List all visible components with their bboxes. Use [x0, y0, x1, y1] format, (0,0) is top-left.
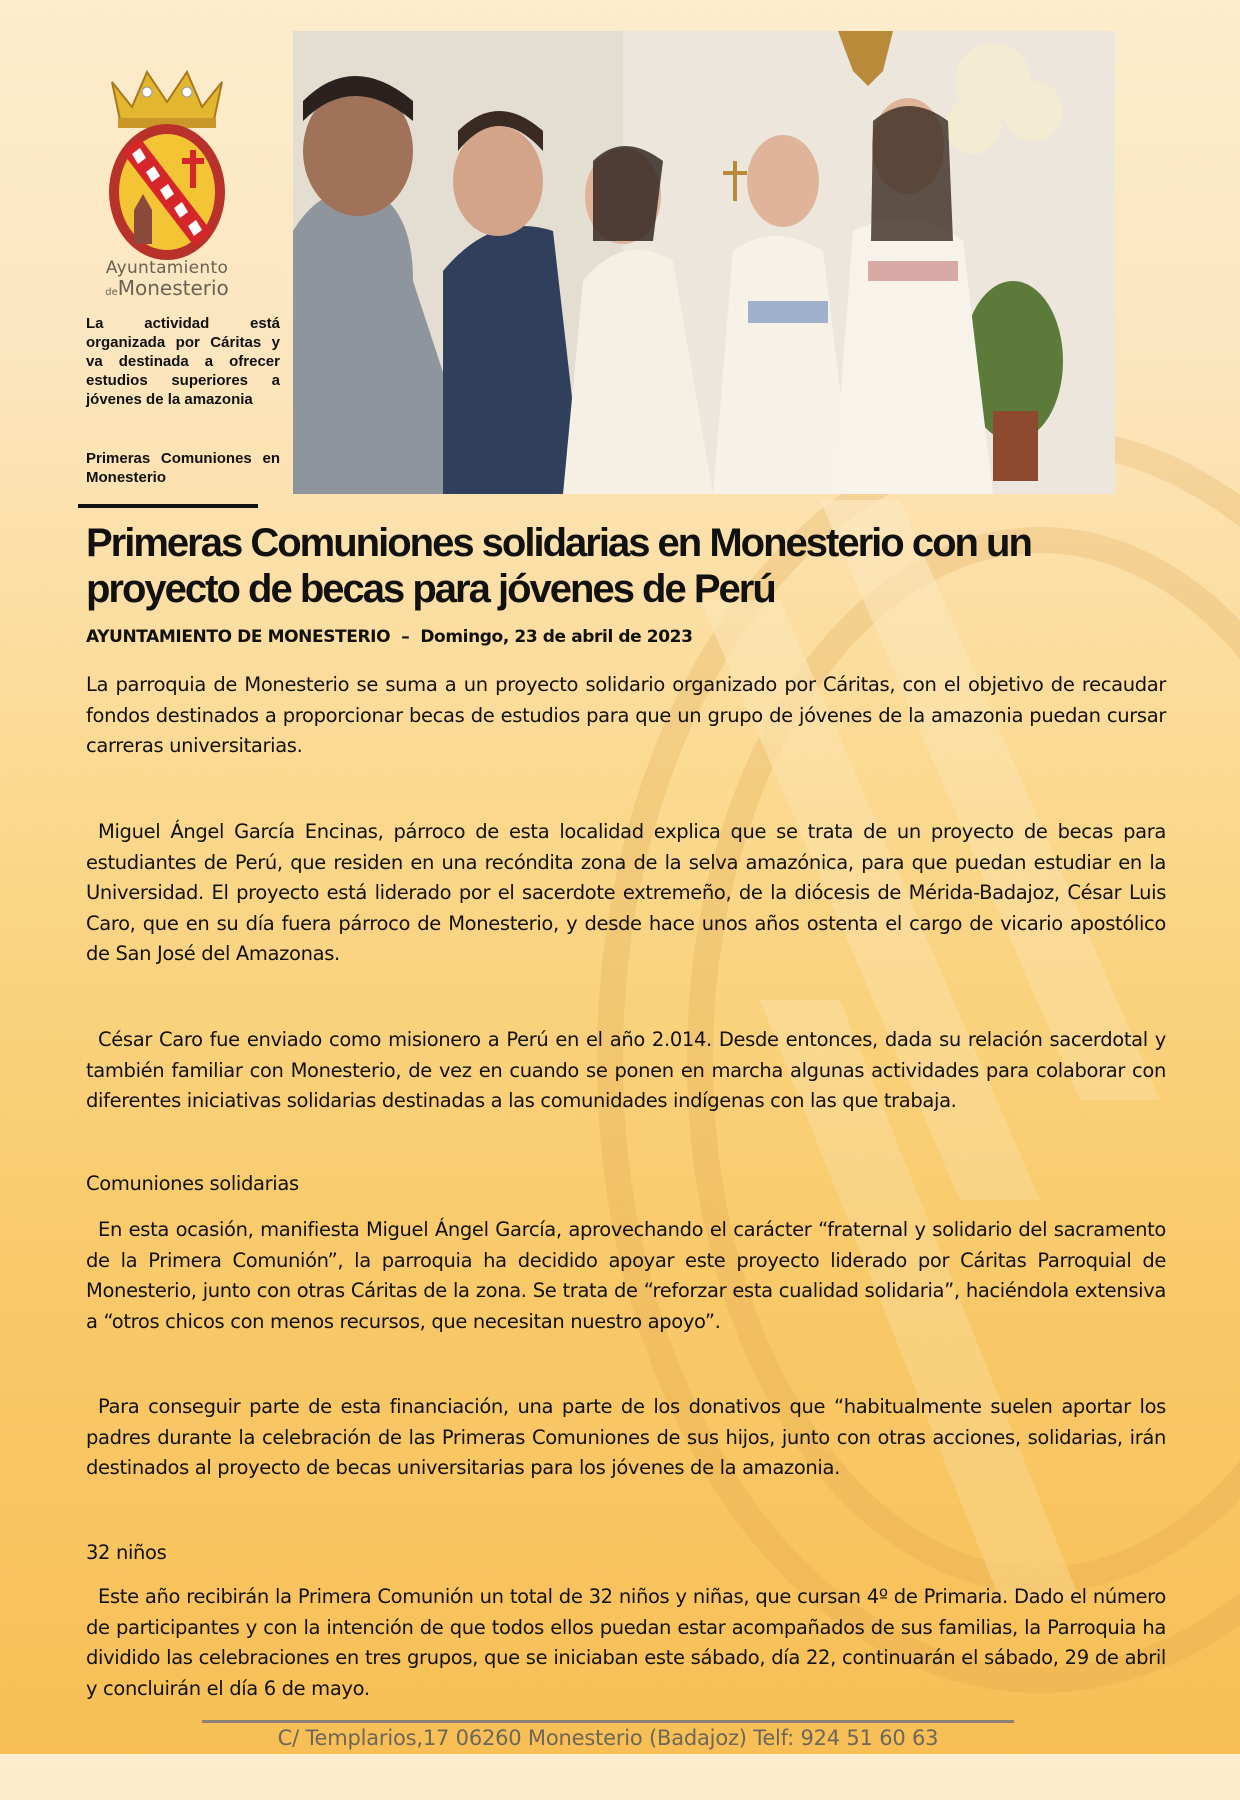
sidebar-caption: La actividad está organizada por Cáritas y va destinada a ofrecer estudios superiores a jóvenes de la amazonia [86, 315, 280, 408]
article-headline: Primeras Comuniones solidarias en Monesterio con un proyecto de becas para jóvenes de Perú [86, 521, 1031, 611]
communion-photo [293, 31, 1115, 494]
article-paragraph [86, 1215, 1166, 1337]
footer-address: C/ Templarios,17 06260 Monesterio (Badajoz) Telf: 924 51 60 63 [277, 1726, 939, 1750]
section-heading: 32 niños [86, 1541, 167, 1564]
logo-line2: Monesterio [117, 276, 229, 300]
byline [86, 627, 693, 647]
section-heading: Comuniones solidarias [86, 1172, 299, 1195]
photo-caption: Primeras Comuniones en Monesterio [86, 450, 280, 486]
byline-source: AYUNTAMIENTO DE MONESTERIO [86, 627, 391, 647]
article-paragraph [86, 1025, 1166, 1117]
logo-prefix: de [105, 287, 118, 298]
article-paragraph: La parroquia de Monesterio se suma a un proyecto solidario organizado por Cáritas, con el objetivo de recaudar fondos destinados a proporcionar becas de estudios para que un grupo de jóvenes de la amazonia puedan cursar carreras universitarias. [86, 673, 1166, 757]
article-paragraph-text: Para conseguir parte de esta financiación, una parte de los donativos que “habitualmente suelen aportar los padres durante la celebración de las Primeras Comuniones de sus hijos, junto con otras acciones, solidarias, irán destinados al proyecto de becas universitarias para los jóvenes de la amazonia. [86, 1395, 1166, 1479]
sidebar-divider [78, 504, 258, 508]
article-paragraph-text: César Caro fue enviado como misionero a Perú en el año 2.014. Desde entonces, dada su relación sacerdotal y también familiar con Monesterio, de vez en cuando se ponen en marcha algunas actividades para colaborar con diferentes iniciativas solidarias destinadas a las comunidades indígenas con las que trabaja. [86, 1028, 1166, 1112]
article-paragraph [86, 1392, 1166, 1484]
byline-date: Domingo, 23 de abril de 2023 [420, 627, 693, 647]
logo-wordmark [82, 258, 252, 300]
logo-line1: Ayuntamiento [105, 258, 229, 278]
article-paragraph-text: Este año recibirán la Primera Comunión un total de 32 niños y niñas, que cursan 4º de Primaria. Dado el número de participantes y con la intención de que todos ellos puedan estar acompañados de sus familias, la Parroquia ha dividido las celebraciones en tres grupos, que se iniciaban este sábado, día 22, continuarán el sábado, 29 de abril y concluirán el día 6 de mayo. [86, 1585, 1166, 1700]
article-paragraph [86, 1582, 1166, 1704]
byline-separator: – [401, 627, 410, 647]
article-paragraph [86, 817, 1166, 970]
article-paragraph-text: En esta ocasión, manifiesta Miguel Ángel García, aprovechando el carácter “fraternal y solidario del sacramento de la Primera Comunión”, la parroquia ha decidido apoyar este proyecto liderado por Cáritas Parroquial de Monesterio, junto con otras Cáritas de la zona. Se trata de “reforzar esta cualidad solidaria”, haciéndola extensiva a “otros chicos con menos recursos, que necesitan nuestro apoyo”. [86, 1218, 1166, 1333]
article-paragraph-text: Miguel Ángel García Encinas, párroco de esta localidad explica que se trata de un proyecto de becas para estudiantes de Perú, que residen en una recóndita zona de la selva amazónica, para que puedan estudiar en la Universidad. El proyecto está liderado por el sacerdote extremeño, de la diócesis de Mérida-Badajoz, César Luis Caro, que en su día fuera párroco de Monesterio, y desde hace unos años ostenta el cargo de vicario apostólico de San José del Amazonas. [86, 820, 1166, 965]
footer-divider [202, 1720, 1014, 1723]
